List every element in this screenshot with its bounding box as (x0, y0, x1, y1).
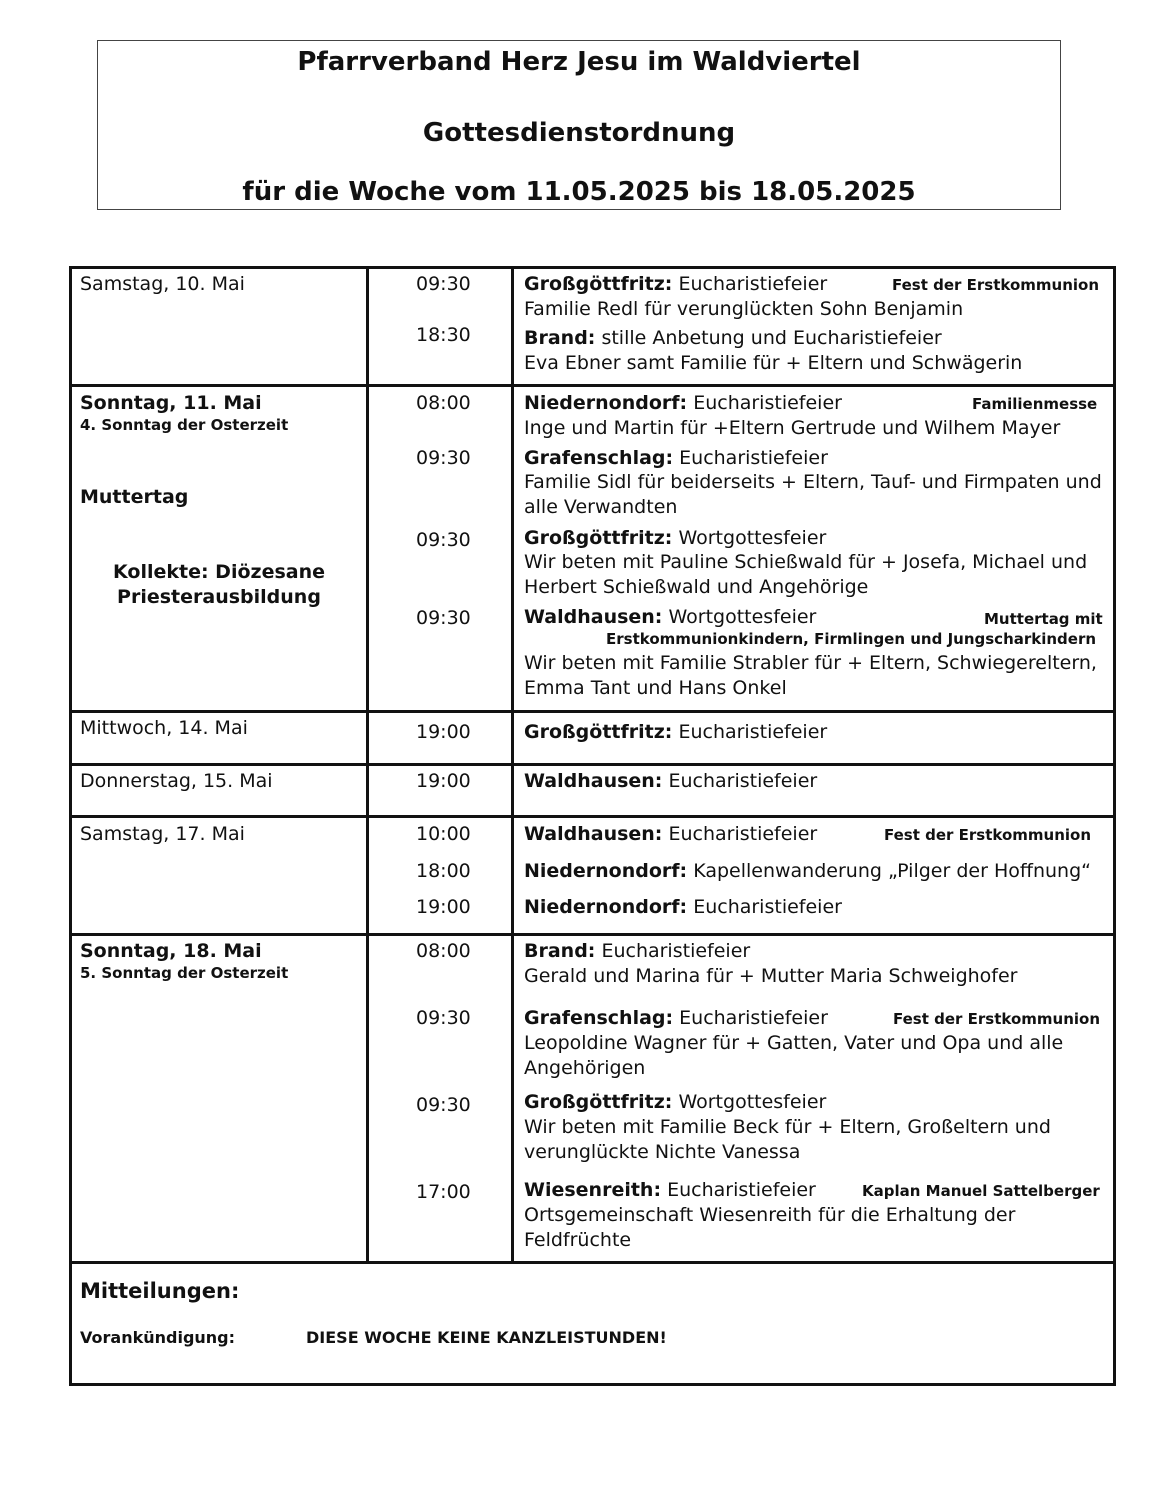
event-time: 18:00 (416, 860, 471, 882)
event-place: Grafenschlag: (524, 447, 674, 469)
event-place: Waldhausen: (524, 606, 663, 628)
column-divider-time (511, 269, 514, 1264)
parish-title: Pfarrverband Herz Jesu im Waldviertel (297, 47, 861, 77)
event-title (524, 1178, 816, 1202)
schedule-table (69, 266, 1116, 1386)
event-title (524, 822, 817, 846)
event-type: Wortgottesfeier (662, 606, 817, 628)
event-time: 08:00 (416, 940, 471, 962)
event-title (524, 446, 828, 470)
event-type: Wortgottesfeier (672, 527, 827, 549)
event-note: Fest der Erstkommunion (884, 826, 1092, 844)
title-box (97, 40, 1061, 210)
notice-text: DIESE WOCHE KEINE KANZLEISTUNDEN! (306, 1328, 667, 1347)
event-type: Kapellenwanderung „Pilger der Hoffnung“ (687, 860, 1091, 882)
day-subtitle: 4. Sonntag der Osterzeit (80, 416, 289, 434)
event-place: Niedernondorf: (524, 860, 688, 882)
event-title (524, 1090, 826, 1114)
event-title (524, 526, 826, 550)
event-place: Großgöttfritz: (524, 1091, 673, 1113)
collection-line: Priesterausbildung (117, 586, 321, 608)
event-intention: Gerald und Marina für + Mutter Maria Schweighofer (524, 965, 1018, 987)
event-type: Eucharistiefeier (687, 896, 842, 918)
event-time: 09:30 (416, 529, 471, 551)
event-place: Großgöttfritz: (524, 721, 673, 743)
event-type: Eucharistiefeier (595, 940, 751, 962)
event-time: 09:30 (416, 273, 471, 295)
event-place: Brand: (524, 327, 596, 349)
row-divider (72, 815, 1113, 818)
event-type: Eucharistiefeier (687, 392, 842, 414)
event-intention: Familie Redl für verunglückten Sohn Benjamin (524, 298, 964, 320)
row-divider (72, 933, 1113, 936)
event-note: Fest der Erstkommunion (893, 1010, 1101, 1028)
event-note: Familienmesse (972, 395, 1098, 413)
event-intention: Familie Sidl für beiderseits + Eltern, Tauf- und Firmpaten und (524, 471, 1102, 493)
collection-line: Kollekte: Diözesane (113, 561, 325, 583)
event-note: Kaplan Manuel Sattelberger (862, 1182, 1100, 1200)
event-title (524, 272, 827, 296)
row-divider (72, 1261, 1113, 1264)
event-type: Eucharistiefeier (673, 1007, 828, 1029)
day-date: Sonntag, 18. Mai (80, 940, 262, 962)
event-place: Brand: (524, 940, 596, 962)
column-divider-date (366, 269, 369, 1264)
event-intention: Wir beten mit Familie Strabler für + Eltern, Schwiegereltern, (524, 652, 1097, 674)
event-intention: verunglückte Nichte Vanessa (524, 1141, 801, 1163)
event-place: Großgöttfritz: (524, 527, 673, 549)
event-place: Niedernondorf: (524, 896, 688, 918)
day-date: Sonntag, 11. Mai (80, 392, 262, 414)
event-time: 09:30 (416, 1094, 471, 1116)
event-intention: Eva Ebner samt Familie für + Eltern und Schwägerin (524, 352, 1023, 374)
event-type: Eucharistiefeier (672, 721, 828, 743)
row-divider (72, 384, 1113, 387)
event-type: stille Anbetung und Eucharistiefeier (595, 327, 942, 349)
day-date: Donnerstag, 15. Mai (80, 770, 273, 792)
event-time: 10:00 (416, 823, 471, 845)
document-title: Gottesdienstordnung (422, 118, 736, 148)
event-title (524, 605, 816, 629)
notices-title: Mitteilungen: (80, 1279, 240, 1303)
event-type: Eucharistiefeier (662, 823, 818, 845)
event-note: Erstkommunionkindern, Firmlingen und Jungscharkindern (606, 630, 1097, 648)
event-type: Wortgottesfeier (672, 1091, 827, 1113)
event-time: 19:00 (416, 770, 471, 792)
event-intention: alle Verwandten (524, 496, 678, 518)
event-intention: Ortsgemeinschaft Wiesenreith für die Erhaltung der (524, 1204, 1016, 1226)
event-time: 09:30 (416, 1007, 471, 1029)
row-divider (72, 710, 1113, 713)
event-note: Fest der Erstkommunion (892, 276, 1100, 294)
event-place: Niedernondorf: (524, 392, 688, 414)
event-place: Grafenschlag: (524, 1007, 674, 1029)
day-date: Mittwoch, 14. Mai (80, 717, 248, 739)
event-intention: Angehörigen (524, 1057, 646, 1079)
event-title (524, 895, 842, 919)
event-place: Waldhausen: (524, 770, 663, 792)
event-time: 08:00 (416, 392, 471, 414)
event-time: 18:30 (416, 324, 471, 346)
event-title (524, 1006, 828, 1030)
event-time: 19:00 (416, 896, 471, 918)
week-range: für die Woche vom 11.05.2025 bis 18.05.2025 (242, 177, 916, 207)
event-title (524, 391, 842, 415)
event-intention: Feldfrüchte (524, 1229, 632, 1251)
event-time: 17:00 (416, 1181, 471, 1203)
event-intention: Wir beten mit Familie Beck für + Eltern, Großeltern und (524, 1116, 1051, 1138)
event-place: Wiesenreith: (524, 1179, 662, 1201)
event-intention: Herbert Schießwald und Angehörige (524, 576, 869, 598)
event-intention: Leopoldine Wagner für + Gatten, Vater und Opa und alle (524, 1032, 1064, 1054)
event-time: 09:30 (416, 447, 471, 469)
event-type: Eucharistiefeier (673, 447, 828, 469)
event-title (524, 326, 942, 350)
event-intention: Inge und Martin für +Eltern Gertrude und Wilhem Mayer (524, 417, 1061, 439)
event-place: Großgöttfritz: (524, 273, 673, 295)
day-extra: Muttertag (80, 486, 189, 508)
event-type: Eucharistiefeier (661, 1179, 816, 1201)
event-note: Muttertag mit (984, 610, 1103, 628)
day-date: Samstag, 10. Mai (80, 273, 245, 295)
event-time: 19:00 (416, 721, 471, 743)
event-title (524, 769, 817, 793)
day-date: Samstag, 17. Mai (80, 823, 245, 845)
event-type: Eucharistiefeier (662, 770, 818, 792)
event-title (524, 859, 1091, 883)
row-divider (72, 763, 1113, 766)
notice-label: Vorankündigung: (80, 1328, 236, 1347)
event-place: Waldhausen: (524, 823, 663, 845)
event-title (524, 720, 827, 744)
day-subtitle: 5. Sonntag der Osterzeit (80, 964, 289, 982)
event-time: 09:30 (416, 607, 471, 629)
event-title (524, 939, 750, 963)
event-type: Eucharistiefeier (672, 273, 828, 295)
event-intention: Emma Tant und Hans Onkel (524, 677, 787, 699)
event-intention: Wir beten mit Pauline Schießwald für + Josefa, Michael und (524, 551, 1088, 573)
